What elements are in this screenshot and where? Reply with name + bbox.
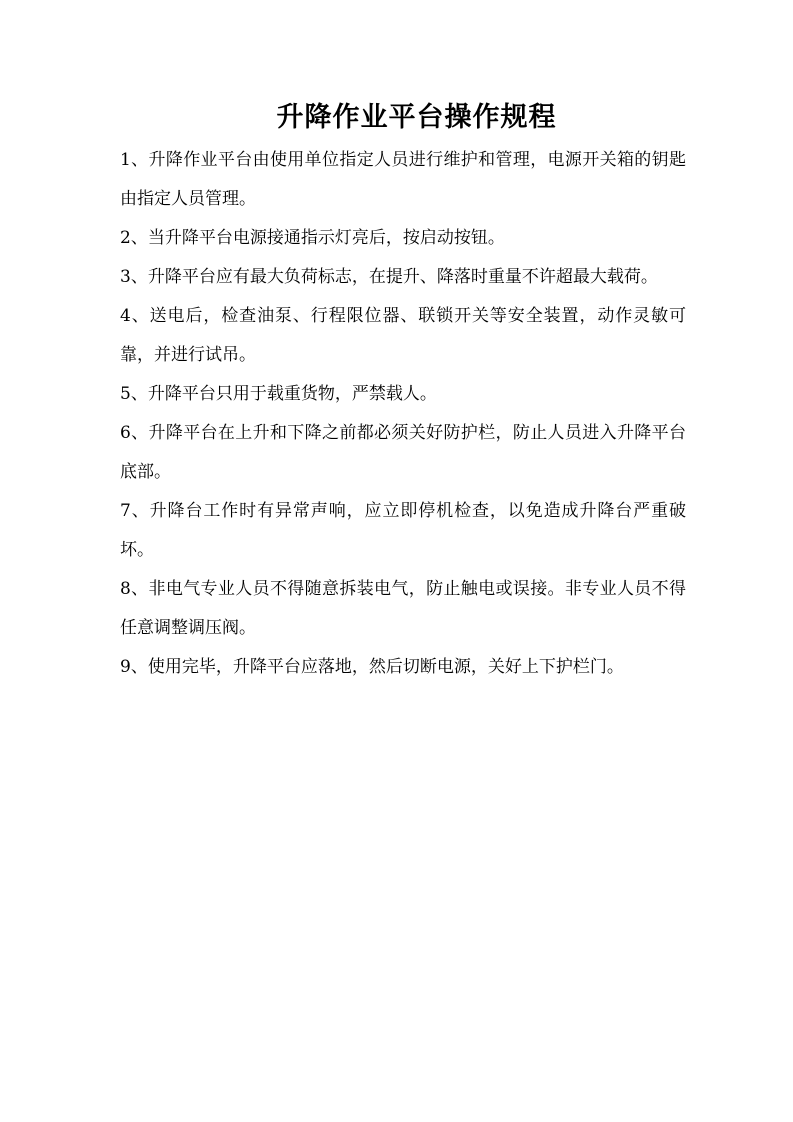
clause-1: 1、升降作业平台由使用单位指定人员进行维护和管理，电源开关箱的钥匙由指定人员管理。 <box>120 150 686 209</box>
clause-2: 2、当升降平台电源接通指示灯亮后，按启动按钮。 <box>120 228 505 248</box>
clause-9: 9、使用完毕，升降平台应落地，然后切断电源，关好上下护栏门。 <box>120 657 624 677</box>
clause-4: 4、送电后，检查油泵、行程限位器、联锁开关等安全装置，动作灵敏可靠，并进行试吊。 <box>120 306 686 365</box>
clause-6: 6、升降平台在上升和下降之前都必须关好防护栏，防止人员进入升降平台底部。 <box>120 423 686 482</box>
clause-3: 3、升降平台应有最大负荷标志，在提升、降落时重量不许超最大载荷。 <box>120 267 658 287</box>
clause-5: 5、升降平台只用于载重货物，严禁载人。 <box>120 384 437 404</box>
document-body <box>120 141 686 687</box>
clause-7: 7、升降台工作时有异常声响，应立即停机检查，以免造成升降台严重破坏。 <box>120 501 686 560</box>
document-title: 升降作业平台操作规程 <box>276 102 557 133</box>
clause-8: 8、非电气专业人员不得随意拆装电气，防止触电或误接。非专业人员不得任意调整调压阀。 <box>120 579 686 638</box>
